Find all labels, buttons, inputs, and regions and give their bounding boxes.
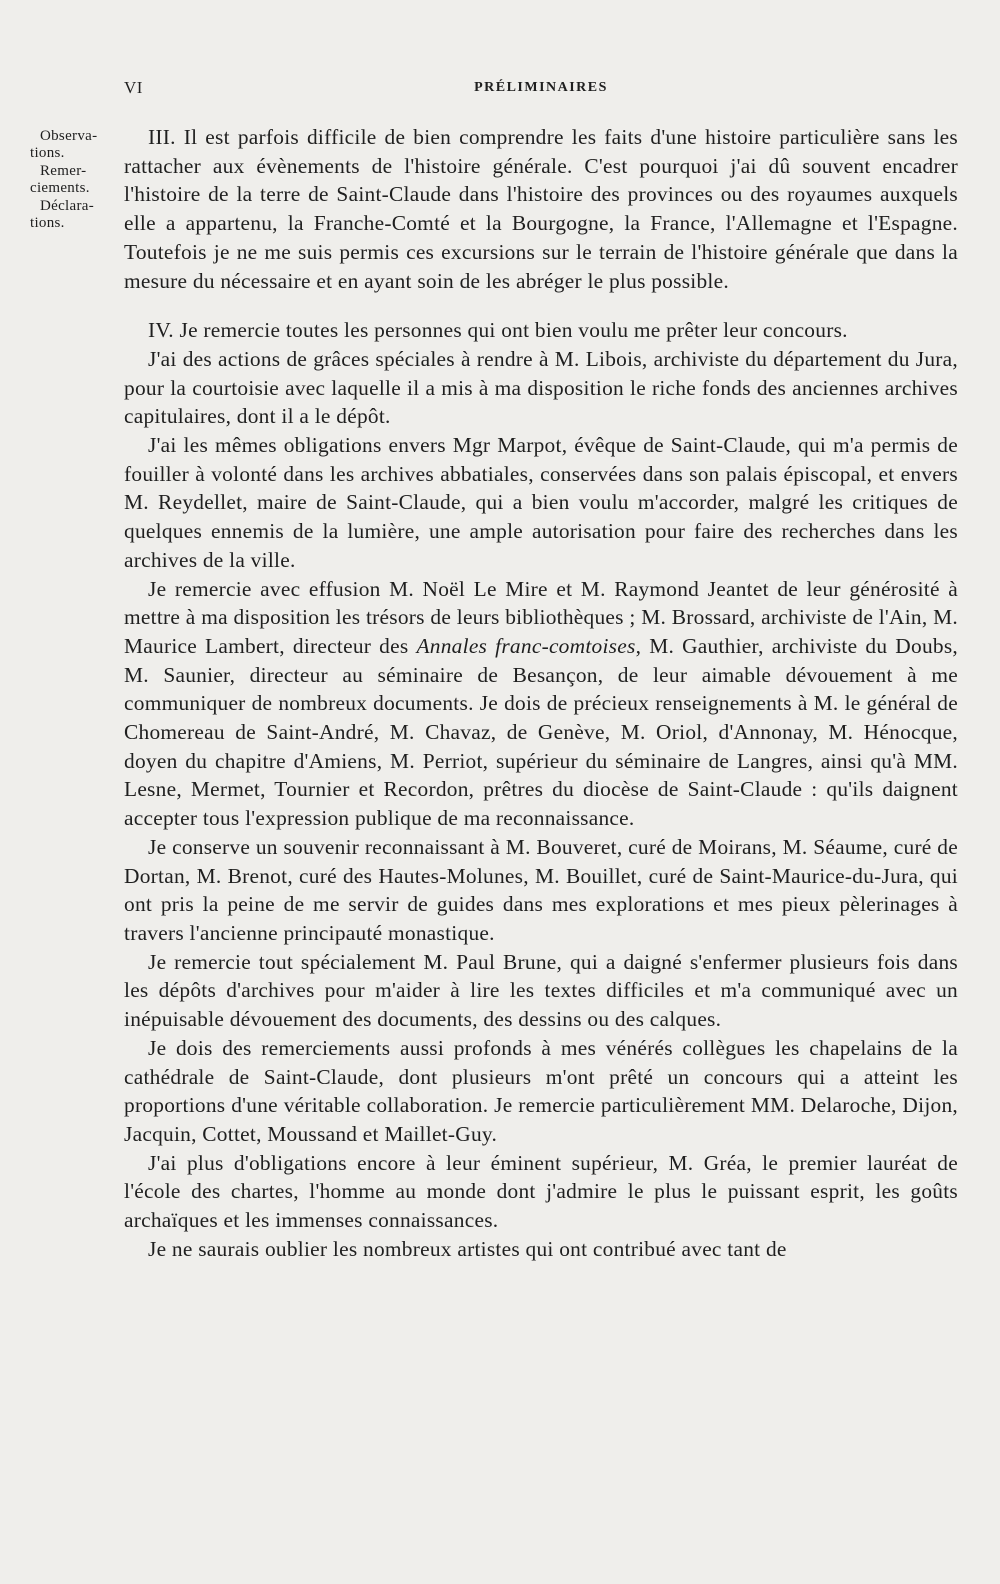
paragraph-artistes: Je ne saurais oublier les nombreux artistes qui ont contribué avec tant de <box>148 1236 787 1261</box>
paragraph-chapelains: Je dois des remerciements aussi profonds à mes vénérés collègues les chapelains de la cathédrale de Saint-Claude, dont plusieurs m'ont prêté un concours qui a atteint les proportions d'une véritable collaboration. Je remercie particulièrement MM. Delaroche, Dijon, Jacquin, Cottet, Moussand et Maillet-Guy. <box>124 1035 958 1146</box>
margin-note-declarations: Déclara- tions. <box>30 198 95 231</box>
paragraph-brune: Je remercie tout spécialement M. Paul Brune, qui a daigné s'enfermer plusieurs fois dans les dépôts d'archives pour m'aider à lire les textes difficiles et m'a communiqué avec un inépuisable dévouement des documents, des dessins ou des calques. <box>124 949 958 1032</box>
paragraph-bouveret: Je conserve un souvenir reconnaissant à M. Bouveret, curé de Moirans, M. Séaume, curé de Dortan, M. Brenot, curé des Hautes-Molunes, M. Bouillet, curé de Saint-Maurice-du-Jura, qui ont pris la peine de me servir de guides dans mes explorations et mes pieux pèlerinages à travers l'ancienne principauté monastique. <box>124 834 958 945</box>
paragraph-observations: III. Il est parfois difficile de bien comprendre les faits d'une histoire particulière sans les rattacher aux évènements de l'histoire générale. C'est pourquoi j'ai dû souvent encadrer l'histoire de la terre de Saint-Claude dans l'histoire des provinces ou des royaumes auxquels elle a appartenu, la Franche-Comté et la Bourgogne, la France, l'Allemagne et l'Espagne. Toutefois je ne me suis permis ces excursions sur le terrain de l'histoire générale que dans la mesure du nécessaire et en ayant soin de les abréger le plus possible. <box>124 125 958 293</box>
margin-note-remerciements: Remer- ciements. <box>30 163 90 196</box>
paragraph-remerciements: IV. Je remercie toutes les personnes qui ont bien voulu me prêter leur concours. <box>148 318 848 343</box>
running-title: PRÉLIMINAIRES <box>474 80 608 95</box>
paragraph-marpot: J'ai les mêmes obligations envers Mgr Marpot, évêque de Saint-Claude, qui m'a permis de fouiller à volonté dans les archives abbatiales, conservées dans son palais épiscopal, et envers M. Reydellet, maire de Saint-Claude, qui a bien voulu m'accorder, malgré les critiques de quelques ennemis de la lumière, une ample autorisation pour faire des recherches dans les archives de la ville. <box>124 433 958 572</box>
body-text <box>124 123 958 1263</box>
margin-notes <box>30 128 122 233</box>
paragraph-le-mire: Je remercie avec effusion M. Noël Le Mire et M. Raymond Jeantet de leur générosité à mettre à ma disposition les trésors de leurs bibliothèques ; M. Brossard, archiviste de l'Ain, M. Maurice Lambert, directeur des Annales franc-comtoises, M. Gauthier, archiviste du Doubs, M. Saunier, directeur au séminaire de Besançon, de leur aimable dévouement à me communiquer de nombreux documents. Je dois de précieux renseignements à M. le général de Chomereau de Saint-André, M. Chavaz, de Genève, M. Oriol, d'Annonay, M. Hénocque, doyen du chapitre d'Amiens, M. Perriot, supérieur du séminaire de Langres, ainsi qu'à MM. Lesne, Mermet, Tournier et Recordon, prêtres du diocèse de Saint-Claude : qu'ils daignent accepter tous l'expression publique de ma reconnaissance. <box>124 576 959 831</box>
running-head <box>124 78 958 100</box>
paragraph-grea: J'ai plus d'obligations encore à leur éminent supérieur, M. Gréa, le premier lauréat de l'école des chartes, l'homme au monde dont j'admire le plus le puissant esprit, les goûts archaïques et les immenses connaissances. <box>124 1150 958 1233</box>
margin-note-observations: Observa- tions. <box>30 128 98 161</box>
page-number: VI <box>124 78 143 97</box>
journal-title: Annales franc-comtoises <box>416 633 636 658</box>
paragraph-libois: J'ai des actions de grâces spéciales à rendre à M. Libois, archiviste du département du Jura, pour la courtoisie avec laquelle il a mis à ma disposition le riche fonds des anciennes archives capitulaires, dont il a le dépôt. <box>124 346 958 429</box>
